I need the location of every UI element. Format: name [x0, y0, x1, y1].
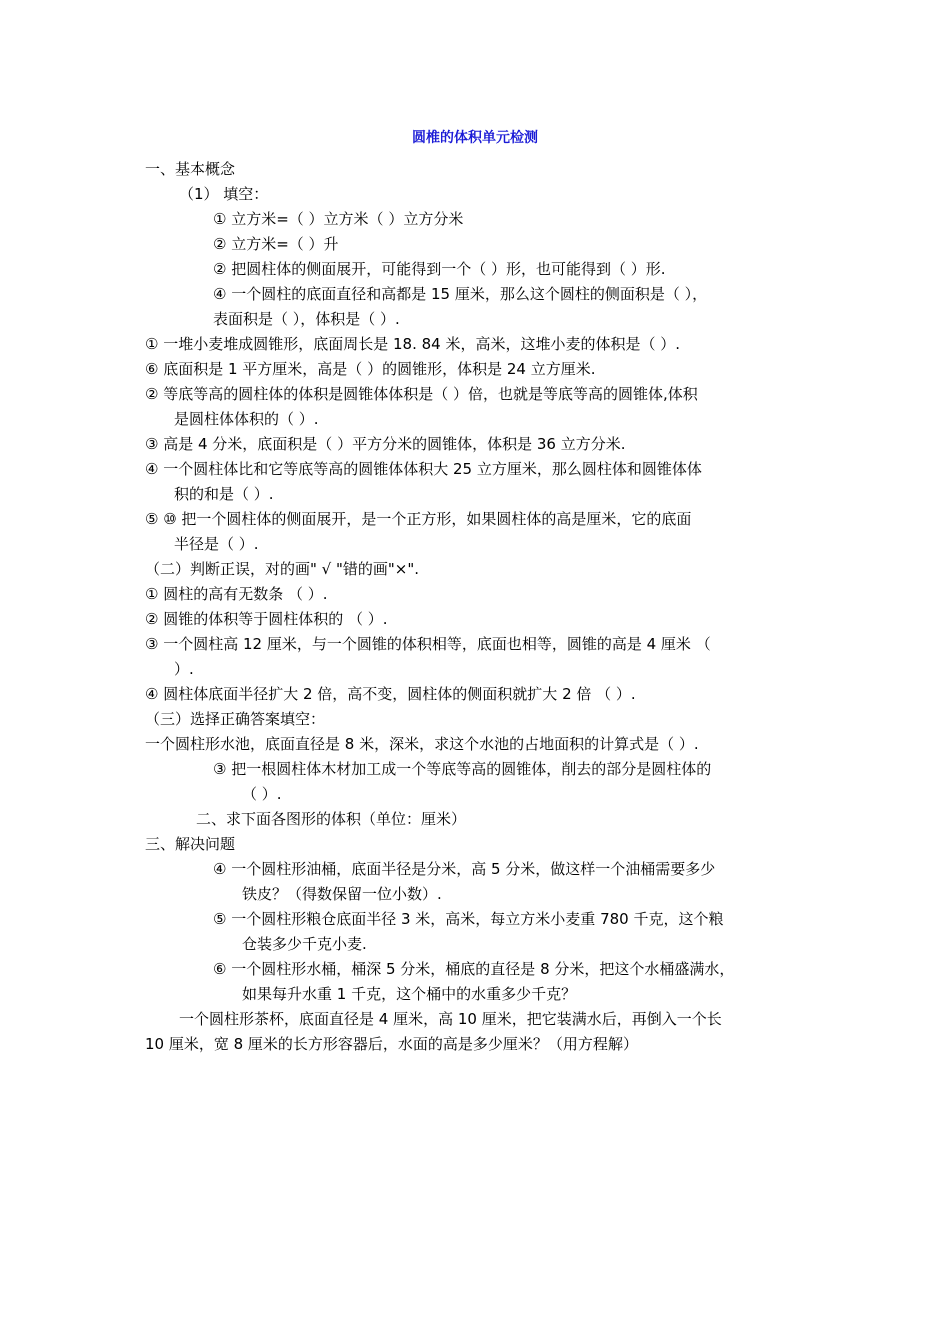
- text-line: ② 立方米=（ ）升: [213, 235, 339, 253]
- text-line: 表面积是（ ），体积是（ ）.: [213, 310, 400, 328]
- text-line: 半径是（ ）.: [174, 535, 259, 553]
- text-line: 一个圆柱形茶杯，底面直径是 4 厘米，高 10 厘米，把它装满水后，再倒入一个长: [179, 1010, 722, 1028]
- text-line: ⑥ 一个圆柱形水桶，桶深 5 分米，桶底的直径是 8 分米，把这个水桶盛满水，: [213, 960, 735, 978]
- text-line: ⑥ 底面积是 1 平方厘米，高是（ ）的圆锥形，体积是 24 立方厘米.: [145, 360, 596, 378]
- text-line: （二）判断正误，对的画" √ "错的画"×".: [145, 560, 420, 578]
- text-line: ① 一堆小麦堆成圆锥形，底面周长是 18. 84 米，高米，这堆小麦的体积是（ ）.: [145, 335, 681, 353]
- text-line: 一、基本概念: [145, 160, 236, 178]
- text-line: ⑤ 一个圆柱形粮仓底面半径 3 米，高米，每立方米小麦重 780 千克，这个粮: [213, 910, 724, 928]
- text-line: ③ 把一根圆柱体木材加工成一个等底等高的圆锥体，削去的部分是圆柱体的: [213, 760, 712, 778]
- text-line: 三、解决问题: [145, 835, 236, 853]
- text-line: ② 等底等高的圆柱体的体积是圆锥体体积是（ ）倍，也就是等底等高的圆锥体,体积: [145, 385, 698, 403]
- text-line: ④ 一个圆柱的底面直径和高都是 15 厘米，那么这个圆柱的侧面积是（ ），: [213, 285, 708, 303]
- text-line: ① 立方米=（ ）立方米（ ）立方分米: [213, 210, 464, 228]
- text-line: ① 圆柱的高有无数条 （ ）.: [145, 585, 328, 603]
- text-line: （ ）.: [242, 785, 282, 803]
- text-line: ② 圆锥的体积等于圆柱体积的 （ ）.: [145, 610, 388, 628]
- text-line: ② 把圆柱体的侧面展开，可能得到一个（ ）形，也可能得到（ ）形.: [213, 260, 666, 278]
- text-line: （三）选择正确答案填空：: [145, 710, 326, 728]
- text-line: ④ 一个圆柱形油桶，底面半径是分米，高 5 分米，做这样一个油桶需要多少: [213, 860, 716, 878]
- text-line: 二、求下面各图形的体积（单位：厘米）: [196, 810, 467, 828]
- text-line: ④ 一个圆柱体比和它等底等高的圆锥体体积大 25 立方厘米，那么圆柱体和圆锥体体: [145, 460, 702, 478]
- text-line: 如果每升水重 1 千克，这个桶中的水重多少千克？: [242, 985, 577, 1003]
- text-line: ④ 圆柱体底面半径扩大 2 倍，高不变，圆柱体的侧面积就扩大 2 倍 （ ）.: [145, 685, 636, 703]
- text-line: 是圆柱体体积的（ ）.: [174, 410, 319, 428]
- text-line: 一个圆柱形水池，底面直径是 8 米，深米，求这个水池的占地面积的计算式是（ ）.: [145, 735, 699, 753]
- text-line: ⑤ ⑩ 把一个圆柱体的侧面展开，是一个正方形，如果圆柱体的高是厘米，它的底面: [145, 510, 692, 528]
- text-line: ③ 高是 4 分米，底面积是（ ）平方分米的圆锥体，体积是 36 立方分米.: [145, 435, 626, 453]
- document-title: 圆椎的体积单元检测: [412, 130, 538, 146]
- text-line: （1） 填空：: [179, 185, 269, 203]
- text-line: 10 厘米，宽 8 厘米的长方形容器后，水面的高是多少厘米？（用方程解）: [145, 1035, 638, 1053]
- text-line: 铁皮？（得数保留一位小数）.: [242, 885, 442, 903]
- text-line: 积的和是（ ）.: [174, 485, 274, 503]
- text-line: ③ 一个圆柱高 12 厘米，与一个圆锥的体积相等，底面也相等，圆锥的高是 4 厘米 （: [145, 635, 711, 653]
- text-line: ）.: [174, 660, 194, 678]
- text-line: 仓装多少千克小麦.: [242, 935, 367, 953]
